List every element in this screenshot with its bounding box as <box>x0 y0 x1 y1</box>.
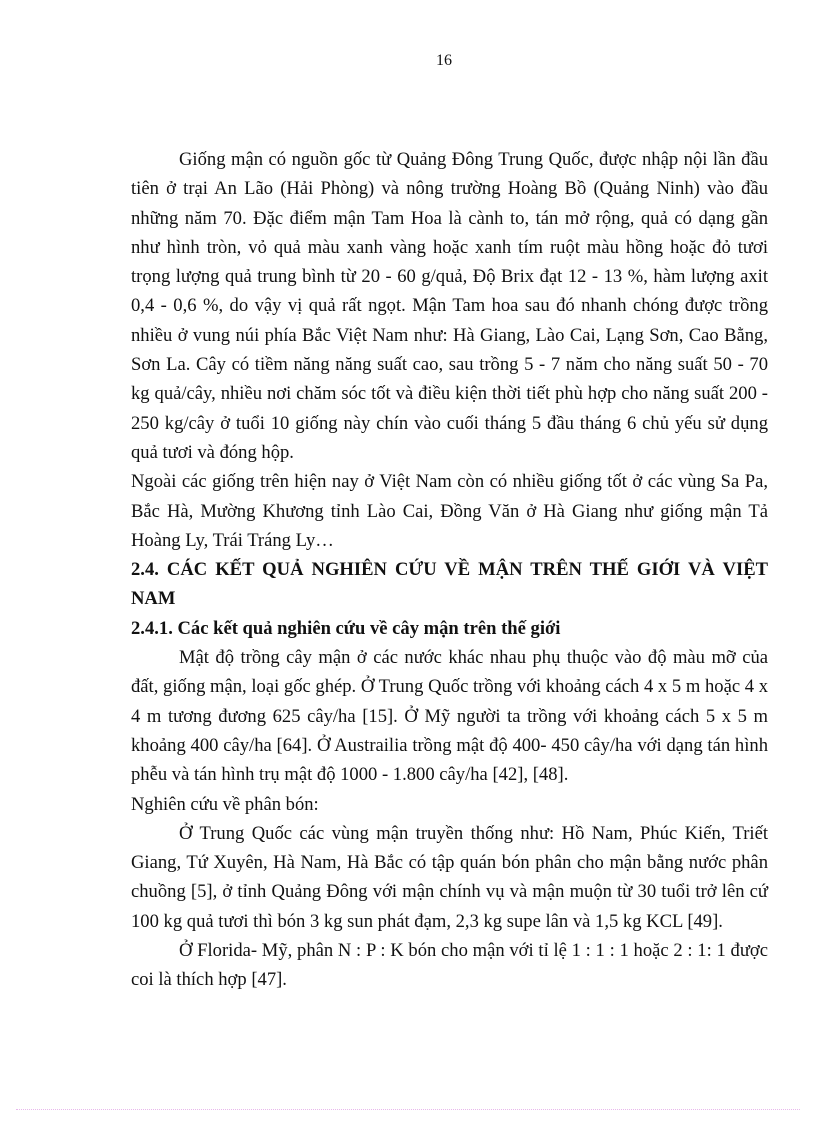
paragraph-china-fertilizer: Ở Trung Quốc các vùng mận truyền thống như: Hồ Nam, Phúc Kiến, Triết Giang, Tứ Xuyên, Hà Nam, Hà Bắc có tập quán bón phân cho mận bằng nước phân chuồng [5], ở tỉnh Quảng Đông với mận chính vụ và mận muộn từ 30 tuổi trở lên cứ 100 kg quả tươi thì bón 3 kg sun phát đạm, 2,3 kg supe lân và 1,5 kg KCL [49]. <box>131 822 768 932</box>
section-heading-2-4: 2.4. CÁC KẾT QUẢ NGHIÊN CỨU VỀ MẬN TRÊN THẾ GIỚI VÀ VIỆT NAM <box>131 559 768 610</box>
page-number: 16 <box>436 52 452 69</box>
paragraph-tam-hoa-plum: Giống mận có nguồn gốc từ Quảng Đông Trung Quốc, được nhập nội lần đầu tiên ở trại An Lão (Hải Phòng) và nông trường Hoàng Bồ (Quảng Ninh) vào đầu những năm 70. Đặc điểm mận Tam Hoa là cành to, tán mở rộng, quả có dạng gần như hình tròn, vỏ quả màu xanh vàng hoặc xanh tím ruột màu hồng hoặc đỏ tươi trọng lượng quả trung bình từ 20 - 60 g/quả, Độ Brix đạt 12 - 13 %, hàm lượng axit 0,4 - 0,6 %, do vậy vị quả rất ngọt. Mận Tam hoa sau đó nhanh chóng được trồng nhiều ở vung núi phía Bắc Việt Nam như: Hà Giang, Lào Cai, Lạng Sơn, Cao Bằng, Sơn La. Cây có tiềm năng năng suất cao, sau trồng 5 - 7 năm cho năng suất 50 - 70 kg quả/cây, nhiều nơi chăm sóc tốt và điều kiện thời tiết phù hợp cho năng suất 200 - 250 kg/cây ở tuổi 10 giống này chín vào cuối tháng 5 đầu tháng 6 chủ yếu sử dụng quả tươi và đóng hộp. <box>131 149 768 463</box>
paragraph-planting-density: Mật độ trồng cây mận ở các nước khác nhau phụ thuộc vào độ màu mỡ của đất, giống mận, loại gốc ghép. Ở Trung Quốc trồng với khoảng cách 4 x 5 m hoặc 4 x 4 m tương đương 625 cây/ha [15]. Ở Mỹ người ta trồng với khoảng cách 5 x 5 m khoảng 400 cây/ha [64]. Ở Austrailia trồng mật độ 400- 450 cây/ha với dạng tán hình phễu và tán hình trụ mật độ 1000 - 1.800 cây/ha [42], [48]. <box>131 647 768 786</box>
paragraph-fertilizer-research-label: Nghiên cứu về phân bón: <box>131 793 319 815</box>
page-body <box>131 145 768 995</box>
paragraph-florida-fertilizer: Ở Florida- Mỹ, phân N : P : K bón cho mận với tỉ lệ 1 : 1 : 1 hoặc 2 : 1: 1 được coi là thích hợp [47]. <box>131 940 768 991</box>
paragraph-other-varieties: Ngoài các giống trên hiện nay ở Việt Nam còn có nhiều giống tốt ở các vùng Sa Pa, Bắc Hà, Mường Khương tỉnh Lào Cai, Đồng Văn ở Hà Giang như giống mận Tả Hoàng Ly, Trái Tráng Ly… <box>131 471 768 551</box>
footer-dotted-rule <box>16 1109 800 1110</box>
subsection-heading-2-4-1: 2.4.1. Các kết quả nghiên cứu về cây mận trên thế giới <box>131 617 561 639</box>
